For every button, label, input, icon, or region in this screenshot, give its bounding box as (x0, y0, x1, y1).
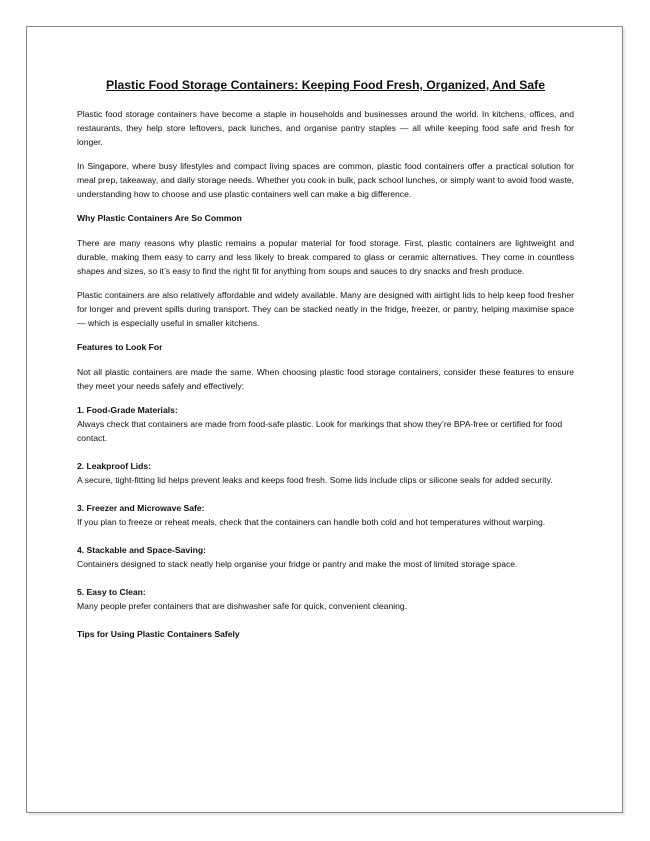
document-content (77, 77, 574, 652)
feature-heading: 2. Leakproof Lids: (77, 461, 152, 471)
feature-item-food-grade (77, 403, 574, 445)
feature-text: Always check that containers are made from food-safe plastic. Look for markings that show they’re BPA-free or certified for food contact. (77, 419, 563, 443)
feature-item-easy-clean (77, 585, 574, 613)
feature-heading: 5. Easy to Clean: (77, 587, 146, 597)
feature-item-leakproof (77, 459, 574, 487)
page-title: Plastic Food Storage Containers: Keeping Food Fresh, Organized, And Safe (105, 78, 546, 92)
feature-text: Containers designed to stack neatly help organise your fridge or pantry and make the most of limited storage space. (77, 559, 518, 569)
intro-paragraph-1: Plastic food storage containers have become a staple in households and businesses around the world. In kitchens, offices, and restaurants, they help store leftovers, pack lunches, and organise pantry staples — all while keeping food safe and fresh for longer. (77, 109, 574, 147)
feature-text: Many people prefer containers that are dishwasher safe for quick, convenient cleaning. (77, 601, 408, 611)
section-heading-tips: Tips for Using Plastic Containers Safely (77, 629, 240, 639)
section-heading-why: Why Plastic Containers Are So Common (77, 213, 242, 223)
feature-item-stackable (77, 543, 574, 571)
why-paragraph-2: Plastic containers are also relatively affordable and widely available. Many are designed with airtight lids to help keep food fresher for longer and prevent spills during transport. They can be stacked neatly in the fridge, freezer, or pantry, helping maximise space — which is especially useful in smaller kitchens. (77, 290, 574, 328)
feature-heading: 3. Freezer and Microwave Safe: (77, 503, 205, 513)
feature-heading: 1. Food-Grade Materials: (77, 405, 178, 415)
section-heading-features: Features to Look For (77, 342, 163, 352)
features-intro: Not all plastic containers are made the same. When choosing plastic food storage containers, consider these features to ensure they meet your needs safely and effectively: (77, 367, 574, 391)
document-page (26, 26, 623, 813)
feature-heading: 4. Stackable and Space-Saving: (77, 545, 206, 555)
intro-paragraph-2: In Singapore, where busy lifestyles and compact living spaces are common, plastic food containers offer a practical solution for meal prep, takeaway, and daily storage needs. Whether you cook in bulk, pack school lunches, or simply want to avoid food waste, understanding how to choose and use plastic containers well can make a big difference. (77, 161, 574, 199)
feature-item-freezer-microwave (77, 501, 574, 529)
feature-text: A secure, tight-fitting lid helps prevent leaks and keeps food fresh. Some lids include clips or silicone seals for added security. (77, 475, 553, 485)
why-paragraph-1: There are many reasons why plastic remains a popular material for food storage. First, plastic containers are lightweight and durable, making them easy to carry and less likely to break compared to glass or ceramic alternatives. They come in countless shapes and sizes, so it’s easy to find the right fit for anything from soups and sauces to dry snacks and fresh produce. (77, 238, 574, 276)
feature-text: If you plan to freeze or reheat meals, check that the containers can handle both cold and hot temperatures without warping. (77, 517, 546, 527)
